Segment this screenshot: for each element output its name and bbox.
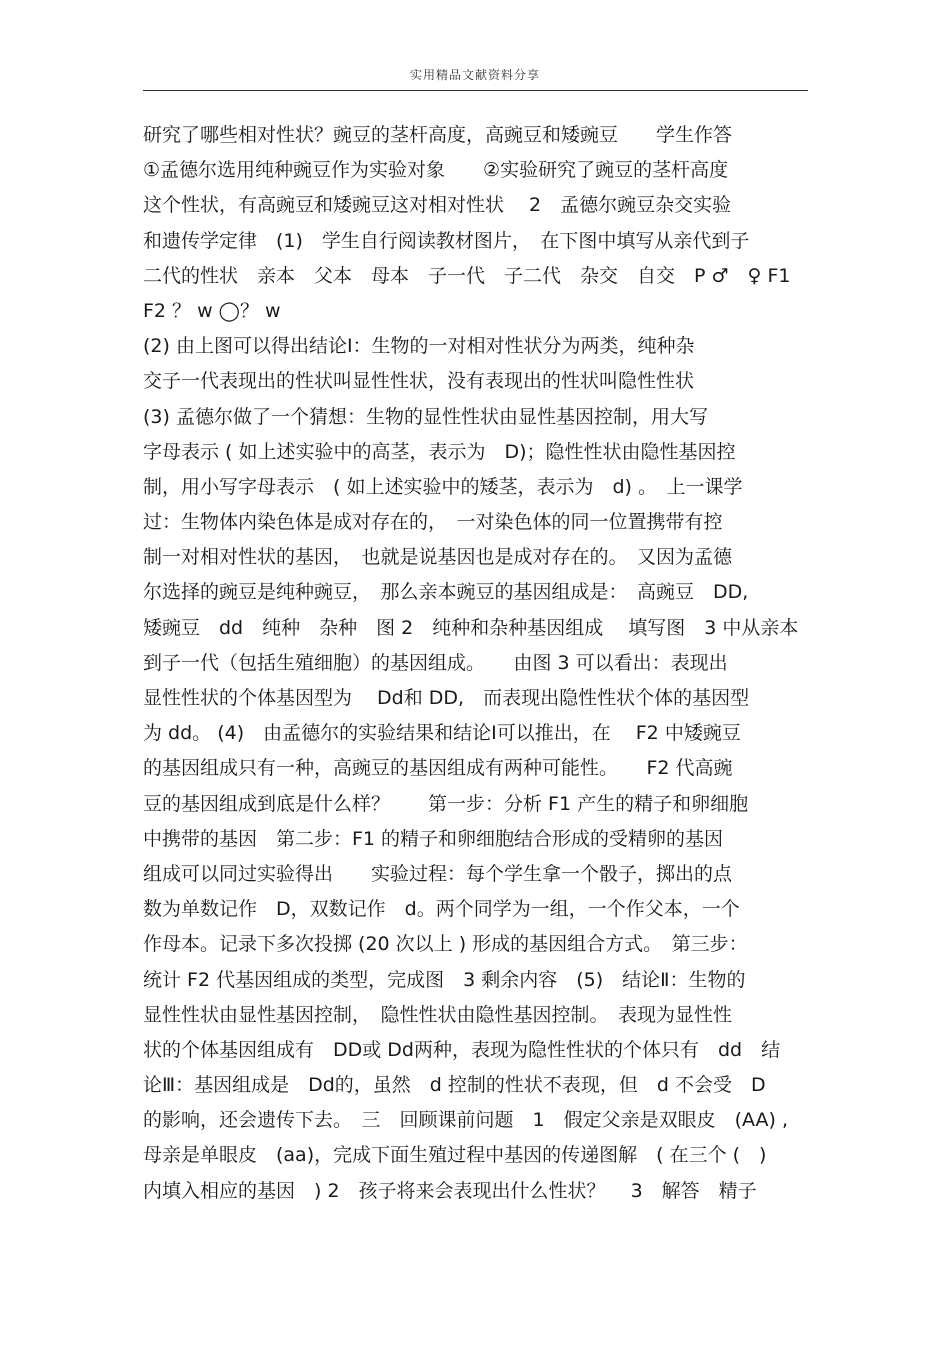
- text-line: 制一对相对性状的基因， 也就是说基因也是成对存在的。 又因为孟德: [143, 546, 733, 569]
- text-line: 数为单数记作 D，双数记作 d。两个同学为一组，一个作父本，一个: [143, 898, 740, 921]
- text-line: 状的个体基因组成有 DD或 Dd两种，表现为隐性性状的个体只有 dd 结: [143, 1038, 781, 1061]
- text-line: F2 ？ w ◯？ w: [143, 299, 281, 322]
- text-line: 制，用小写字母表示 ( 如上述实验中的矮茎，表示为 d) 。 上一课学: [143, 475, 743, 498]
- text-line: 交子一代表现出的性状叫显性性状，没有表现出的性状叫隐性性状: [143, 370, 695, 393]
- page-header: 实用精品文献资料分享: [409, 68, 540, 82]
- text-line: 母亲是单眼皮 (aa)，完成下面生殖过程中基因的传递图解 ( 在三个 ( ): [143, 1144, 767, 1167]
- text-line: 尔选择的豌豆是纯种豌豆， 那么亲本豌豆的基因组成是： 高豌豆 DD,: [143, 581, 749, 604]
- body-text: [143, 118, 823, 1209]
- text-line: 豆的基因组成到底是什么样？ 第一步：分析 F1 产生的精子和卵细胞: [143, 792, 749, 815]
- text-line: 作母本。记录下多次投掷 (20 次以上 ) 形成的基因组合方式。 第三步：: [143, 933, 748, 956]
- text-line: 到子一代（包括生殖细胞）的基因组成。 由图 3 可以看出：表现出: [143, 651, 728, 674]
- text-line: 的影响，还会遗传下去。 三 回顾课前问题 1 假定父亲是双眼皮 (AA) ,: [143, 1109, 789, 1132]
- text-line: 字母表示 ( 如上述实验中的高茎，表示为 D)；隐性性状由隐性基因控: [143, 440, 736, 463]
- text-line: 这个性状，有高豌豆和矮豌豆这对相对性状 2 孟德尔豌豆杂交实验: [143, 194, 732, 217]
- header-divider: [143, 90, 808, 91]
- text-line: ①孟德尔选用纯种豌豆作为实验对象 ②实验研究了豌豆的茎杆高度: [143, 159, 729, 182]
- text-line: 矮豌豆 dd 纯种 杂种 图 2 纯种和杂种基因组成 填写图 3 中从亲本: [143, 616, 799, 639]
- text-line: 内填入相应的基因 ) 2 孩子将来会表现出什么性状？ 3 解答 精子: [143, 1179, 757, 1202]
- text-line: 二代的性状 亲本 父本 母本 子一代 子二代 杂交 自交 P ♂ ♀ F1: [143, 264, 791, 287]
- text-line: 统计 F2 代基因组成的类型，完成图 3 剩余内容 (5) 结论Ⅱ：生物的: [143, 968, 746, 991]
- text-line: 过：生物体内染色体是成对存在的， 一对染色体的同一位置携带有控: [143, 511, 723, 534]
- text-line: (2) 由上图可以得出结论Ⅰ：生物的一对相对性状分为两类，纯种杂: [143, 335, 695, 358]
- text-line: (3) 孟德尔做了一个猜想：生物的显性性状由显性基因控制，用大写: [143, 405, 708, 428]
- text-line: 显性性状由显性基因控制， 隐性性状由隐性基因控制。 表现为显性性: [143, 1003, 733, 1026]
- text-line: 中携带的基因 第二步：F1 的精子和卵细胞结合形成的受精卵的基因: [143, 827, 724, 850]
- text-line: 组成可以同过实验得出 实验过程：每个学生拿一个骰子，掷出的点: [143, 862, 733, 885]
- text-line: 研究了哪些相对性状？豌豆的茎杆高度，高豌豆和矮豌豆 学生作答: [143, 124, 733, 146]
- text-line: 论Ⅲ：基因组成是 Dd的，虽然 d 控制的性状不表现，但 d 不会受 D: [143, 1074, 766, 1097]
- text-line: 为 dd。 (4) 由孟德尔的实验结果和结论Ⅰ可以推出，在 F2 中矮豌豆: [143, 722, 741, 745]
- text-line: 的基因组成只有一种，高豌豆的基因组成有两种可能性。 F2 代高豌: [143, 757, 733, 780]
- text-line: 和遗传学定律 (1) 学生自行阅读教材图片， 在下图中填写从亲代到子: [143, 229, 750, 252]
- text-line: 显性性状的个体基因型为 Dd和 DD, 而表现出隐性性状个体的基因型: [143, 687, 750, 709]
